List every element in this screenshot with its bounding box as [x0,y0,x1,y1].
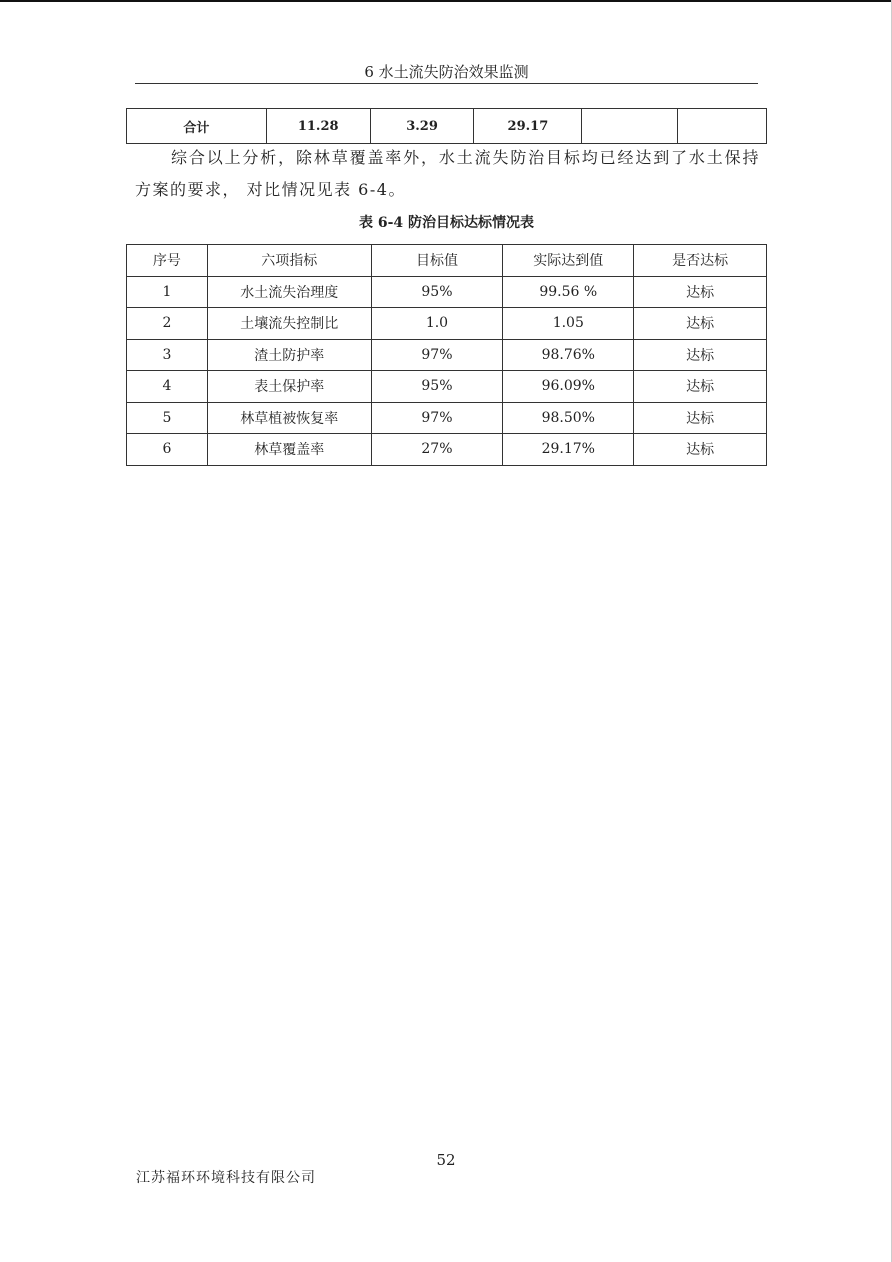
company-name: 江苏福环环境科技有限公司 [136,1170,316,1186]
table-cell: 95% [371,276,503,308]
target-table [126,244,767,466]
table-caption: 表 6-4 防治目标达标情况表 [358,215,535,231]
table-cell: 林草植被恢复率 [207,402,371,434]
column-header: 是否达标 [634,245,767,277]
summary-cell [678,109,767,144]
summary-label: 合计 [127,109,267,144]
table-cell: 98.50% [503,402,634,434]
table-cell: 97% [371,402,503,434]
table-cell: 96.09% [503,371,634,403]
table-row [127,308,767,340]
summary-cell: 3.29 [370,109,474,144]
summary-cell [582,109,678,144]
summary-table [126,108,767,144]
table-row [127,276,767,308]
table-cell: 95% [371,371,503,403]
table-cell: 98.76% [503,339,634,371]
table-cell: 达标 [634,339,767,371]
table-cell: 6 [127,434,208,466]
header-rule [135,83,758,84]
table-cell: 3 [127,339,208,371]
table-cell: 达标 [634,276,767,308]
table-cell: 1.0 [371,308,503,340]
summary-row [127,109,767,144]
table-cell: 5 [127,402,208,434]
table-cell: 土壤流失控制比 [207,308,371,340]
page-number: 52 [436,1151,456,1169]
page-top-border [0,0,892,2]
column-header: 六项指标 [207,245,371,277]
table-row [127,371,767,403]
table-row [127,434,767,466]
table-cell: 达标 [634,371,767,403]
table-cell: 99.56 % [503,276,634,308]
table-cell: 4 [127,371,208,403]
table-cell: 林草覆盖率 [207,434,371,466]
table-cell: 达标 [634,434,767,466]
table-cell: 27% [371,434,503,466]
table-cell: 水土流失治理度 [207,276,371,308]
analysis-paragraph: 综合以上分析，除林草覆盖率外，水土流失防治目标均已经达到了水土保持方案的要求， 对比情况见表 6-4。 [135,148,760,199]
table-row [127,339,767,371]
table-cell: 表土保护率 [207,371,371,403]
running-header: 6 水土流失防治效果监测 [364,63,529,81]
table-cell: 1.05 [503,308,634,340]
column-header: 序号 [127,245,208,277]
table-cell: 2 [127,308,208,340]
table-header-row [127,245,767,277]
column-header: 实际达到值 [503,245,634,277]
table-cell: 渣土防护率 [207,339,371,371]
column-header: 目标值 [371,245,503,277]
table-cell: 1 [127,276,208,308]
table-cell: 达标 [634,308,767,340]
table-cell: 达标 [634,402,767,434]
summary-cell: 29.17 [474,109,582,144]
table-cell: 29.17% [503,434,634,466]
summary-cell: 11.28 [266,109,370,144]
table-cell: 97% [371,339,503,371]
table-row [127,402,767,434]
